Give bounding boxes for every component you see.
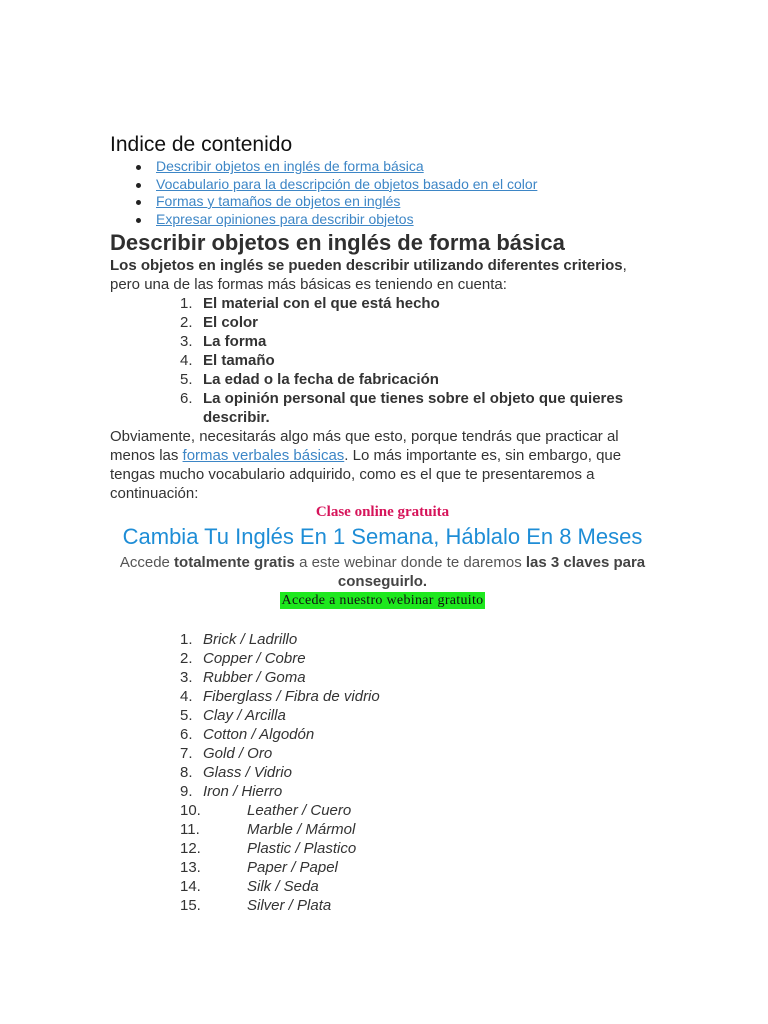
list-item xyxy=(110,706,655,725)
para-after: . Lo más importante es, sin embargo, que tengas mucho vocabulario adquirido, como es el que te presentaremos a continuación: xyxy=(110,447,622,502)
toc-link-4[interactable]: Expresar opiniones para describir objetos xyxy=(156,210,414,227)
intro-bold: Los objetos en inglés se pueden describir utilizando diferentes criterios xyxy=(110,257,623,274)
item-number: 2. xyxy=(180,650,193,667)
item-text: Fiberglass / Fibra de vidrio xyxy=(203,688,380,705)
item-text: Silver / Plata xyxy=(247,897,332,914)
materials-list xyxy=(110,630,655,915)
intro-paragraph xyxy=(110,256,655,294)
promo-desc-bold: las 3 claves para conseguirlo. xyxy=(337,554,646,590)
item-text: La forma xyxy=(203,333,267,350)
list-item xyxy=(110,294,655,313)
list-item xyxy=(110,649,655,668)
list-item xyxy=(110,744,655,763)
item-number: 4. xyxy=(180,688,193,705)
section-heading: Describir objetos en inglés de forma básica xyxy=(110,230,565,255)
body-paragraph xyxy=(110,427,655,503)
item-number: 8. xyxy=(180,764,193,781)
item-number: 2. xyxy=(180,314,193,331)
promo-label: Clase online gratuita xyxy=(315,504,450,520)
item-text: Paper / Papel xyxy=(247,859,338,876)
list-item xyxy=(110,763,655,782)
toc-item xyxy=(136,193,655,211)
item-text: Brick / Ladrillo xyxy=(203,631,298,648)
item-number: 15. xyxy=(180,897,201,914)
item-text: Plastic / Plastico xyxy=(247,840,357,857)
item-number: 5. xyxy=(180,707,193,724)
webinar-promo xyxy=(110,503,655,609)
list-item xyxy=(110,370,655,389)
promo-desc-bold: totalmente gratis xyxy=(174,554,295,571)
list-item xyxy=(110,801,655,820)
item-text: Glass / Vidrio xyxy=(203,764,292,781)
promo-description xyxy=(110,553,655,591)
item-number: 3. xyxy=(180,333,193,350)
promo-desc-part: a este webinar donde te daremos xyxy=(294,554,526,571)
para-before: Obviamente, necesitarás algo más que esto, porque tendrás que practicar al menos las xyxy=(110,428,619,464)
item-text: El material con el que está hecho xyxy=(203,295,440,312)
list-item xyxy=(110,858,655,877)
list-item xyxy=(110,896,655,915)
item-number: 11. xyxy=(180,821,200,838)
list-item xyxy=(110,332,655,351)
list-item xyxy=(110,687,655,706)
toc-item xyxy=(136,211,655,229)
item-number: 10. xyxy=(180,802,201,819)
item-text: El tamaño xyxy=(203,352,275,369)
toc-link-2[interactable]: Vocabulario para la descripción de objetos basado en el color xyxy=(156,175,538,192)
item-text: Gold / Oro xyxy=(203,745,273,762)
item-text: El color xyxy=(203,314,259,331)
item-number: 5. xyxy=(180,371,193,388)
toc-item xyxy=(136,158,655,176)
item-number: 1. xyxy=(180,631,193,648)
toc-link-1[interactable]: Describir objetos en inglés de forma básica xyxy=(156,158,424,174)
list-item xyxy=(110,877,655,896)
toc-item xyxy=(136,176,655,194)
webinar-cta-button[interactable]: Accede a nuestro webinar gratuito xyxy=(281,593,484,608)
item-text: Marble / Mármol xyxy=(247,821,356,838)
list-item xyxy=(110,389,655,427)
bullet-icon xyxy=(136,200,141,205)
toc-list xyxy=(110,158,655,228)
list-item xyxy=(110,313,655,332)
list-item xyxy=(110,725,655,744)
item-number: 3. xyxy=(180,669,193,686)
verb-forms-link[interactable]: formas verbales básicas xyxy=(182,447,345,464)
item-number: 1. xyxy=(180,295,193,312)
list-item xyxy=(110,839,655,858)
item-number: 13. xyxy=(180,859,201,876)
item-number: 9. xyxy=(180,783,193,800)
item-text: La edad o la fecha de fabricación xyxy=(203,371,439,388)
cta-wrapper xyxy=(110,591,655,609)
toc-link-3[interactable]: Formas y tamaños de objetos en inglés xyxy=(156,193,401,209)
item-text: Leather / Cuero xyxy=(247,802,352,819)
promo-title: Cambia Tu Inglés En 1 Semana, Háblalo En 8 Meses xyxy=(122,524,643,549)
item-number: 12. xyxy=(180,840,201,857)
bullet-icon xyxy=(136,165,141,170)
bullet-icon xyxy=(136,183,141,188)
item-text: Cotton / Algodón xyxy=(203,726,315,743)
item-text: Clay / Arcilla xyxy=(203,707,286,724)
item-number: 4. xyxy=(180,352,193,369)
list-item xyxy=(110,668,655,687)
promo-desc-part: Accede xyxy=(119,554,175,571)
list-item xyxy=(110,820,655,839)
bullet-icon xyxy=(136,218,141,223)
item-text: Iron / Hierro xyxy=(203,783,283,800)
list-item xyxy=(110,782,655,801)
document-page xyxy=(110,132,655,915)
criteria-list xyxy=(110,294,655,427)
item-text: La opinión personal que tienes sobre el objeto que quieres describir. xyxy=(203,390,624,426)
item-number: 6. xyxy=(180,726,193,743)
item-number: 14. xyxy=(180,878,201,895)
item-text: Copper / Cobre xyxy=(203,650,306,667)
item-text: Rubber / Goma xyxy=(203,669,306,686)
list-item xyxy=(110,351,655,370)
item-number: 7. xyxy=(180,745,193,762)
intro-rest: , pero una de las formas más básicas es teniendo en cuenta: xyxy=(110,257,627,293)
item-text: Silk / Seda xyxy=(247,878,319,895)
item-number: 6. xyxy=(180,390,193,407)
toc-title: Indice de contenido xyxy=(110,133,293,156)
list-item xyxy=(110,630,655,649)
